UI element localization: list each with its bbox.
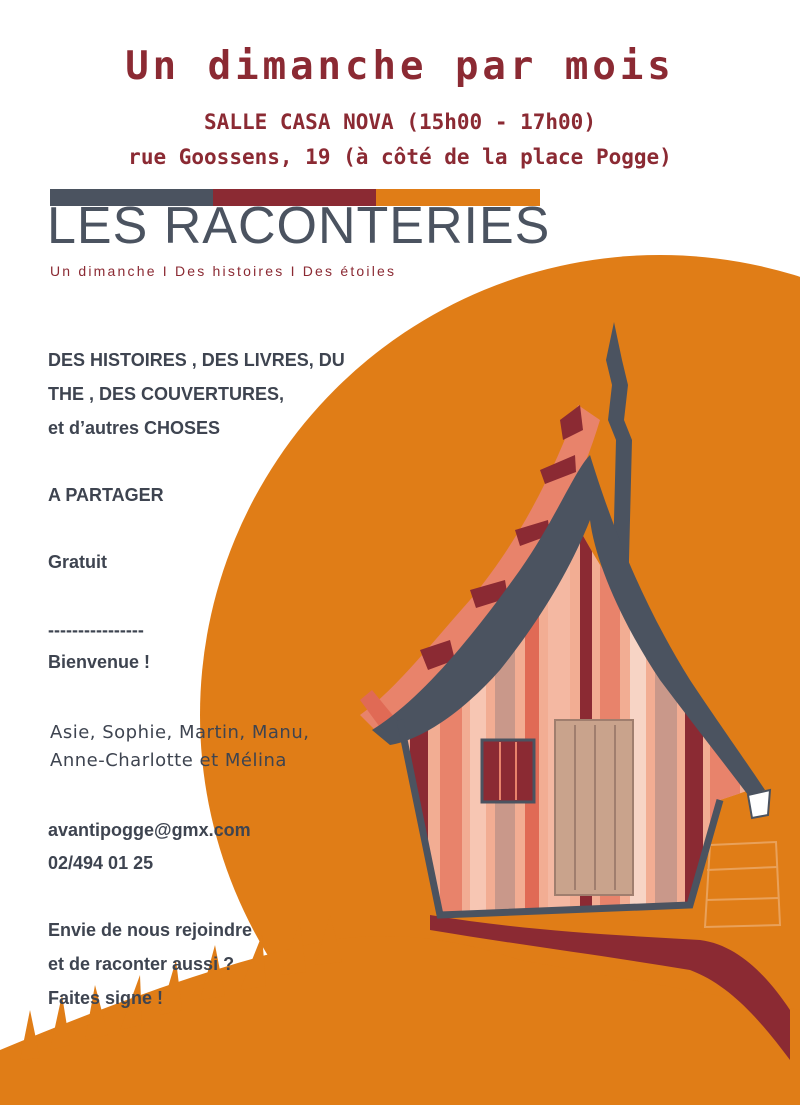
- names-line-1: Asie, Sophie, Martin, Manu,: [50, 722, 310, 743]
- share-text: A PARTAGER: [48, 485, 164, 505]
- names-line-2: Anne-Charlotte et Mélina: [50, 750, 287, 771]
- door: [555, 720, 633, 895]
- window: [482, 740, 534, 802]
- divider-text: ----------------: [48, 620, 144, 640]
- items-line-3: et d’autres CHOSES: [48, 418, 221, 438]
- welcome-text: Bienvenue !: [48, 652, 151, 672]
- page-title: Un dimanche par mois: [125, 44, 675, 89]
- join-line-1: Envie de nous rejoindre: [48, 920, 253, 940]
- venue-line: SALLE CASA NOVA (15h00 - 17h00): [204, 110, 596, 134]
- price-text: Gratuit: [48, 552, 108, 572]
- items-line-1: DES HISTOIRES , DES LIVRES, DU: [48, 350, 345, 370]
- join-line-3: Faites signe !: [48, 988, 164, 1008]
- hanging-sign: [748, 790, 770, 818]
- email-link[interactable]: avantipogge@gmx.com: [48, 820, 251, 840]
- brand-tagline: Un dimanche I Des histoires I Des étoiles: [50, 263, 397, 279]
- phone-number: 02/494 01 25: [48, 853, 154, 873]
- items-line-2: THE , DES COUVERTURES,: [48, 384, 285, 404]
- join-line-2: et de raconter aussi ?: [48, 954, 235, 974]
- brand-logo-text: LES RACONTERIES: [47, 197, 551, 255]
- address-line: rue Goossens, 19 (à côté de la place Pogge): [128, 145, 672, 169]
